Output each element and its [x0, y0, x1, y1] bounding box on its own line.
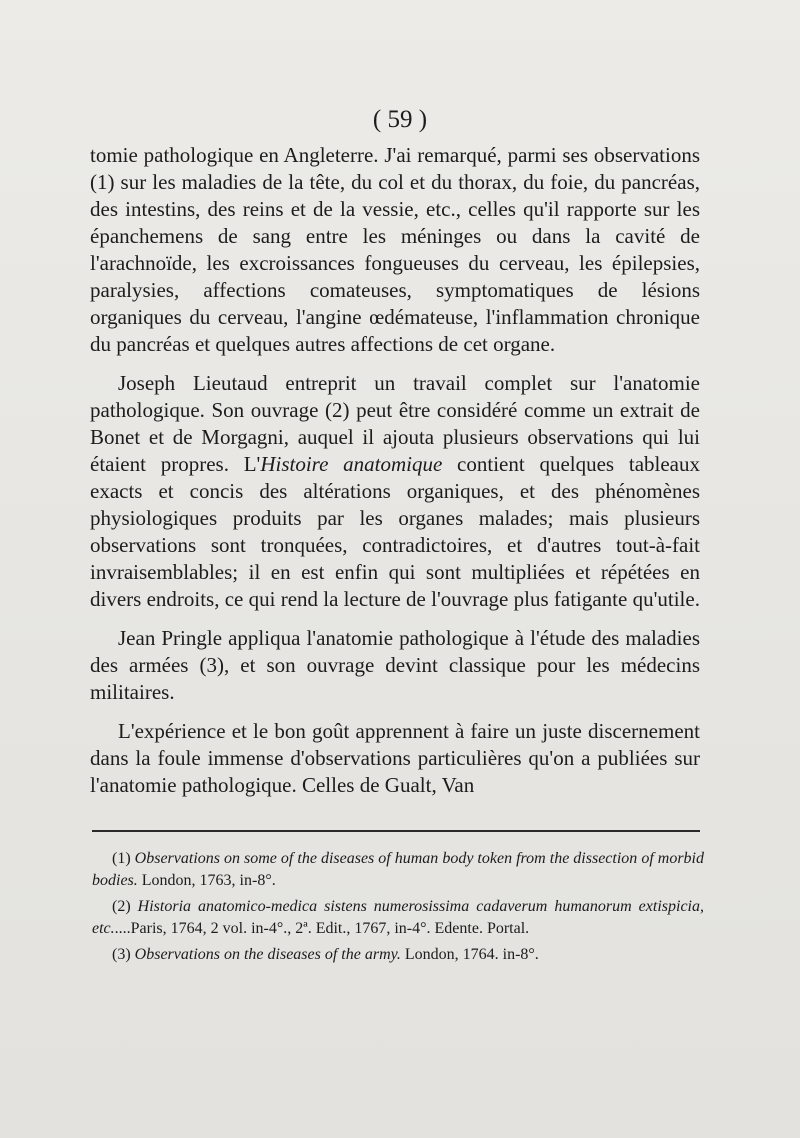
- paragraph-4: L'expérience et le bon goût apprennent à faire un juste discernement dans la foule immense d'observations particulières qu'on a publiées sur l'anatomie pathologique. Celles de Gualt, Van: [90, 719, 700, 797]
- book-title-italic: Histoire anatomique: [260, 452, 443, 476]
- body-text: [90, 142, 700, 811]
- page-number: ( 59 ): [372, 106, 428, 133]
- footnote-3-details: London, 1764. in-8°.: [400, 946, 539, 963]
- paragraph-3: Jean Pringle appliqua l'anatomie pathologique à l'étude des maladies des armées (3), et son ouvrage devint classique pour les médecins militaires.: [90, 626, 700, 704]
- footnote-3-title: Observations on the diseases of the army.: [134, 946, 401, 963]
- footnote-1-number: (1): [112, 850, 131, 867]
- paragraph-2-text-a: Joseph Lieutaud entreprit un travail complet sur l'anatomie pathologique. Son ouvrage (2) peut être considéré comme un extrait de Bonet et de Morgagni, auquel il ajouta plusieurs observations qui lui étaient propres. L': [90, 371, 700, 476]
- footnote-1: [92, 848, 704, 892]
- paragraph-2: [90, 370, 700, 613]
- footnote-2-title: Historia anatomico-medica sistens numerosissima cadaverum humanorum extispicia, etc.: [92, 898, 704, 937]
- paragraph-2-text-b: contient quelques tableaux exacts et concis des altérations organiques, et des phénomènes physiologiques produits par les organes malades; mais plusieurs observations sont tronquées, contradictoires, et d'autres tout-à-fait invraisemblables; il en est enfin qui sont multipliées et répétées en divers endroits, ce qui rend la lecture de l'ouvrage plus fatigante qu'utile.: [90, 452, 700, 611]
- paragraph-1: tomie pathologique en Angleterre. J'ai remarqué, parmi ses observations (1) sur les maladies de la tête, du col et du thorax, du foie, du pancréas, des intestins, des reins et de la vessie, etc., celles qu'il rapporte sur les épanchemens de sang entre les méninges ou dans la cavité de l'arachnoïde, les excroissances fongueuses du cerveau, les épilepsies, paralysies, affections comateuses, symptomatiques de lésions organiques du cerveau, l'angine œdémateuse, l'inflammation chronique du pancréas et quelques autres affections de cet organe.: [90, 143, 700, 356]
- footnote-3: [92, 944, 704, 966]
- footnote-2: [92, 896, 704, 940]
- footnote-2-number: (2): [112, 898, 131, 915]
- footnote-divider: [92, 830, 700, 832]
- footnote-3-number: (3): [112, 946, 131, 963]
- footnotes: [92, 848, 704, 970]
- footnote-2-details: ....Paris, 1764, 2 vol. in-4°., 2ª. Edit., 1767, in-4°. Edente. Portal.: [114, 920, 530, 937]
- footnote-1-details: London, 1763, in-8°.: [137, 872, 276, 889]
- footnote-1-title: Observations on some of the diseases of human body token from the dissection of morbid bodies.: [92, 850, 705, 889]
